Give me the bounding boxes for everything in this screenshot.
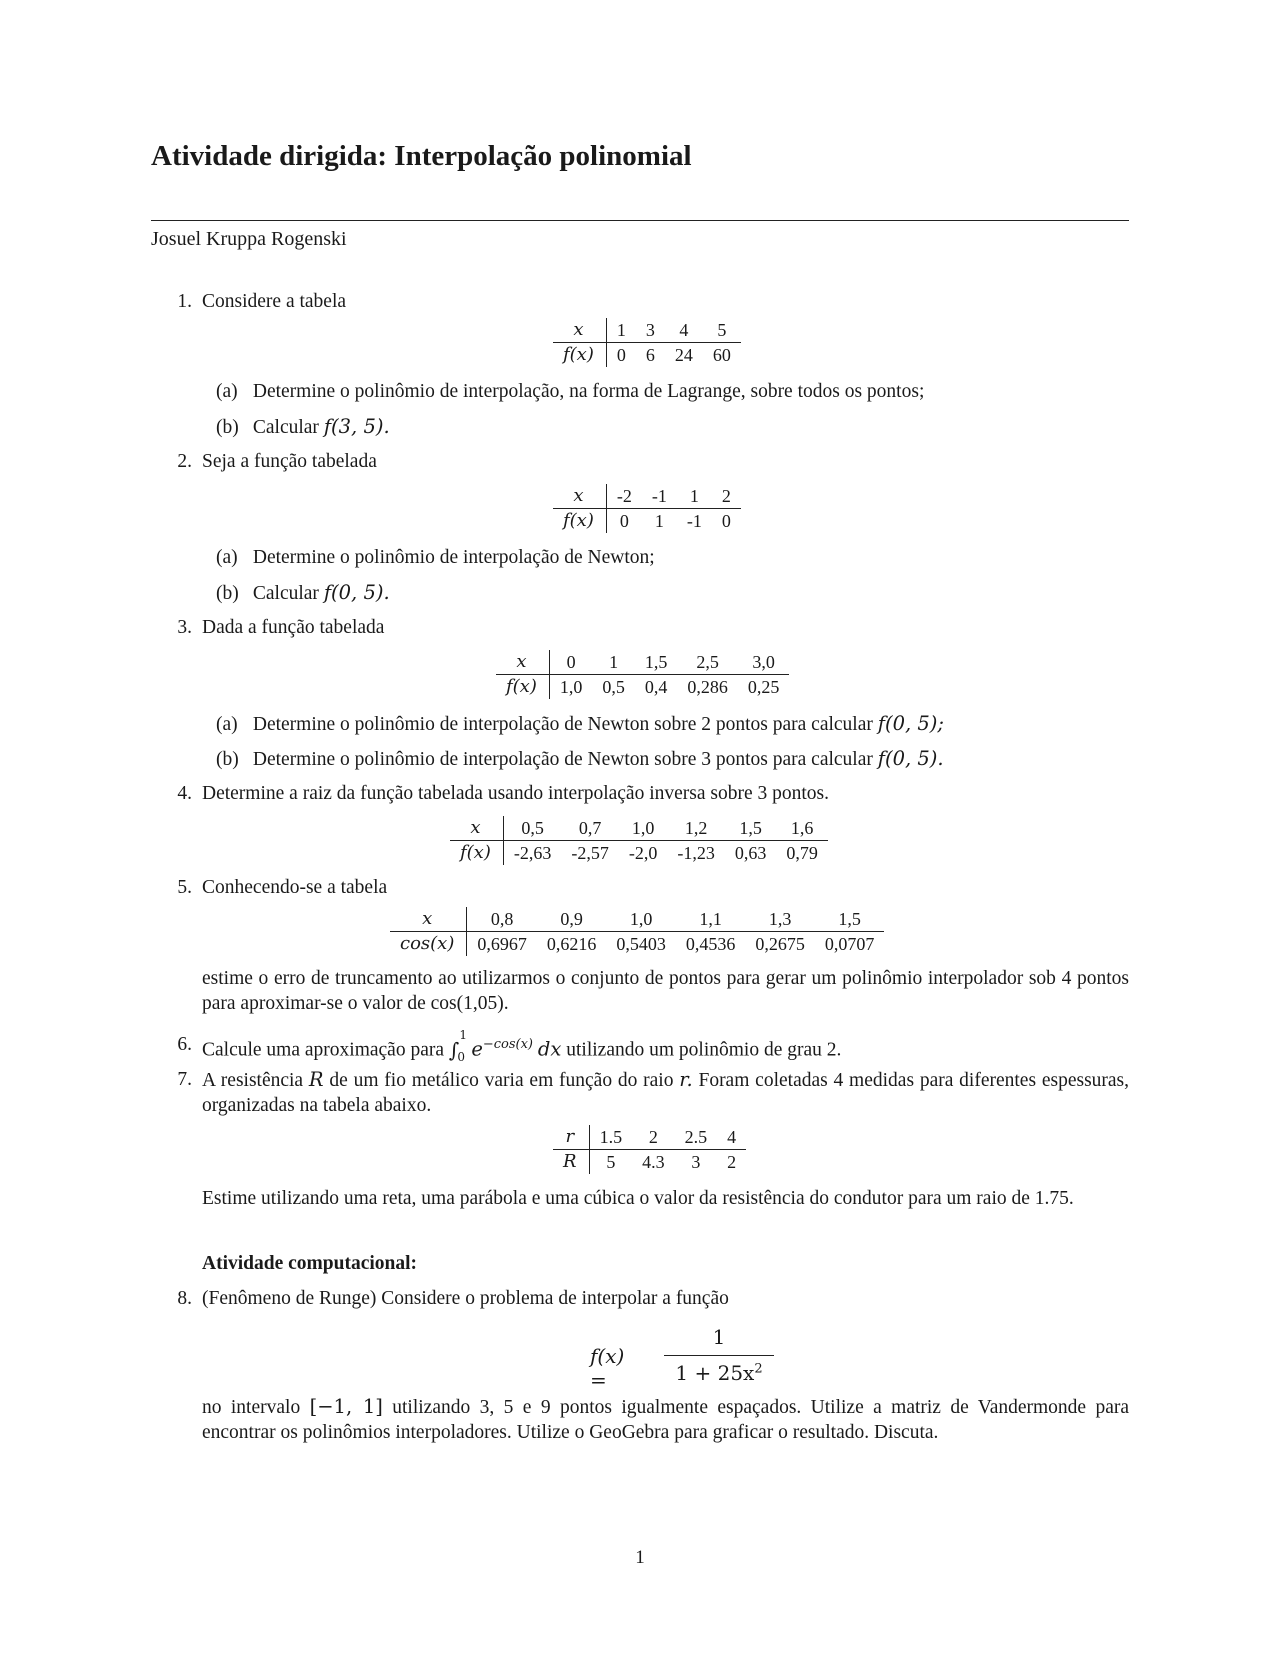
q1-number: 1.: [177, 291, 192, 312]
q2-table: [553, 484, 741, 533]
q3-table: [496, 650, 789, 699]
item-label: (b): [216, 417, 239, 438]
formula-lhs: f(x) =: [590, 1344, 625, 1392]
table-cell: 1,0: [619, 816, 668, 841]
q7-text-1: A resistência: [202, 1070, 304, 1091]
table-cell: 1,2: [667, 816, 725, 841]
table-cell: x: [450, 816, 503, 841]
q6-text-before: Calcule uma aproximação para: [202, 1039, 445, 1061]
table-cell: 1,5: [815, 907, 885, 932]
formula-denominator: [664, 1361, 774, 1385]
table-cell: 0,8: [467, 907, 537, 932]
q5-after-text: estime o erro de truncamento ao utilizarmos o conjunto de pontos para gerar um polinômio interpolador sob 4 pontos para aproximar-se o valor de cos(1,05).: [202, 968, 1129, 1014]
table-cell: x: [553, 484, 606, 509]
title-rule: [151, 220, 1129, 221]
table-cell: x: [496, 650, 549, 675]
q7-number: 7.: [177, 1069, 192, 1090]
table-cell: 0,6216: [546, 934, 597, 954]
q5-table: [390, 907, 884, 956]
table-cell: 0: [549, 650, 592, 675]
item-label: (a): [216, 714, 238, 735]
table-cell: 0,9: [537, 907, 607, 932]
table-cell: -1,23: [677, 843, 715, 863]
table-row: [553, 318, 741, 343]
q3-item-a: [216, 711, 944, 737]
table-cell: 0,0707: [824, 934, 875, 954]
item-math: f(0, 5).: [323, 581, 390, 604]
table-cell: -1: [686, 511, 702, 531]
table-cell: 0,6967: [477, 934, 527, 954]
table-cell: x: [390, 907, 467, 932]
q5-text: Conhecendo-se a tabela: [202, 877, 388, 898]
table-cell: -2,57: [571, 843, 609, 863]
table-cell: 1,6: [776, 816, 828, 841]
table-cell: 2.5: [675, 1125, 718, 1150]
table-cell: -2: [606, 484, 642, 509]
q2-number: 2.: [177, 451, 192, 472]
integral-sign: ∫: [448, 1037, 460, 1062]
table-cell: f(x): [553, 343, 606, 368]
table-cell: 1,1: [676, 907, 746, 932]
table-cell: -1: [642, 484, 677, 509]
integral-upper: 1: [459, 1028, 467, 1042]
table-cell: 0,286: [687, 677, 728, 697]
q1-text: Considere a tabela: [202, 291, 347, 312]
table-cell: 1,0: [606, 907, 676, 932]
table-cell: -2,0: [628, 843, 658, 863]
table-cell: 24: [674, 345, 693, 365]
integral-lower: 0: [457, 1050, 465, 1064]
q7-after-text: Estime utilizando uma reta, uma parábola e uma cúbica o valor da resistência do condutor para um raio de 1.75.: [202, 1188, 1074, 1209]
table-cell: 2: [727, 1152, 737, 1172]
q8-text: (Fenômeno de Runge) Considere o problema de interpolar a função: [202, 1288, 729, 1309]
table-cell: 0: [721, 511, 731, 531]
table-cell: 0,25: [747, 677, 780, 697]
item-label: (b): [216, 749, 239, 770]
integral-limits: [457, 1028, 471, 1064]
denominator-base: 1 + 25x: [675, 1361, 755, 1385]
q5-number: 5.: [177, 877, 192, 898]
page-title: Atividade dirigida: Interpolação polinomial: [151, 140, 692, 172]
table-cell: 2,5: [677, 650, 738, 675]
q8-number: 8.: [177, 1288, 192, 1309]
q8-after-text: [202, 1394, 1129, 1445]
fraction-bar: [664, 1355, 774, 1356]
table-row: [553, 343, 741, 368]
table-cell: 0,63: [734, 843, 767, 863]
q3-item-b: [216, 746, 944, 772]
table-cell: f(x): [553, 509, 606, 534]
item-math: f(0, 5).: [877, 747, 944, 770]
q7-var-R: R: [308, 1068, 324, 1091]
table-row: [390, 932, 884, 957]
q3-number: 3.: [177, 617, 192, 638]
item-math: f(0, 5);: [877, 712, 944, 735]
q7-text-3: Foram coletadas 4 medidas para diferentes espessuras, organizadas na tabela abaixo.: [202, 1070, 1130, 1116]
q6-text-after: utilizando um polinômio de grau 2.: [566, 1039, 842, 1061]
item-text: Calcular: [252, 417, 319, 438]
table-cell: 60: [712, 345, 731, 365]
table-cell: 4: [717, 1125, 746, 1150]
table-row: [496, 675, 789, 700]
table-row: [390, 907, 884, 932]
table-cell: 1,0: [559, 677, 583, 697]
item-text: Determine o polinômio de interpolação de Newton sobre 2 pontos para calcular: [252, 714, 873, 735]
q7-text: [202, 1067, 1129, 1118]
table-cell: f(x): [496, 675, 549, 700]
table-cell: 1.5: [589, 1125, 632, 1150]
item-label: (a): [216, 547, 238, 568]
q3-text: Dada a função tabelada: [202, 617, 385, 638]
page-number: 1: [635, 1547, 645, 1568]
table-cell: 0: [616, 345, 626, 365]
q7-text-2: de um fio metálico varia em função do raio: [329, 1070, 674, 1091]
table-row: [553, 1150, 746, 1175]
q4-number: 4.: [177, 783, 192, 804]
table-cell: -2,63: [513, 843, 552, 863]
item-text: Determine o polinômio de interpolação de Newton sobre 3 pontos para calcular: [252, 749, 873, 770]
table-cell: 0,79: [786, 843, 818, 863]
integrand-exponent: −cos(x): [482, 1037, 534, 1052]
table-cell: 6: [645, 345, 655, 365]
table-cell: 3: [691, 1152, 701, 1172]
table-cell: f(x): [450, 841, 503, 866]
table-row: [450, 816, 828, 841]
table-cell: 1: [677, 484, 712, 509]
table-cell: 0,4: [644, 677, 668, 697]
table-cell: r: [553, 1125, 589, 1150]
denominator-exponent: 2: [754, 1361, 763, 1377]
q2-item-a: [216, 545, 655, 570]
table-cell: 0,4536: [685, 934, 736, 954]
table-row: [553, 509, 741, 534]
table-cell: 0,5: [602, 677, 625, 697]
table-cell: 0,2675: [755, 934, 805, 954]
table-cell: 1,3: [745, 907, 815, 932]
table-row: [496, 650, 789, 675]
author: Josuel Kruppa Rogenski: [151, 228, 347, 250]
q2-item-b: [216, 580, 390, 606]
table-row: [450, 841, 828, 866]
formula-numerator: 1: [712, 1325, 726, 1349]
table-cell: 5: [703, 318, 741, 343]
table-cell: 3,0: [738, 650, 790, 675]
q8-text-1: no intervalo: [202, 1397, 301, 1418]
item-text: Determine o polinômio de interpolação, na forma de Lagrange, sobre todos os pontos;: [252, 381, 925, 402]
table-cell: 0,5403: [616, 934, 666, 954]
item-label: (b): [216, 583, 239, 604]
item-label: (a): [216, 381, 238, 402]
q8-interval: [−1, 1]: [309, 1395, 383, 1418]
table-cell: 0,7: [561, 816, 619, 841]
q4-text: Determine a raiz da função tabelada usando interpolação inversa sobre 3 pontos.: [202, 783, 829, 804]
q6-line: [202, 1028, 842, 1064]
q8-text-2: utilizando 3, 5 e 9 pontos igualmente espaçados. Utilize a matriz de Vandermonde para encontrar os polinômios interpoladores. Utilize o GeoGebra para graficar o resultado. Discuta.: [202, 1397, 1130, 1443]
item-text: Calcular: [252, 583, 319, 604]
q7-table: [553, 1125, 746, 1174]
table-cell: 0: [619, 511, 629, 531]
q4-table: [450, 816, 828, 865]
table-cell: 4.3: [642, 1152, 665, 1172]
table-cell: 2: [632, 1125, 675, 1150]
q1-item-b: [216, 414, 390, 440]
q6-number: 6.: [177, 1034, 192, 1055]
table-cell: 2: [712, 484, 741, 509]
item-math: f(3, 5).: [323, 415, 390, 438]
table-cell: 1,5: [725, 816, 777, 841]
q1-item-a: [216, 379, 924, 404]
table-cell: 3: [636, 318, 665, 343]
integrand-dx: dx: [537, 1037, 562, 1061]
table-cell: 1,5: [635, 650, 678, 675]
table-row: [553, 1125, 746, 1150]
integrand-base: e: [471, 1037, 483, 1061]
table-cell: 1: [592, 650, 635, 675]
table-cell: cos(x): [390, 932, 467, 957]
q1-table: [553, 318, 741, 367]
table-cell: 1: [654, 511, 664, 531]
table-cell: R: [553, 1150, 589, 1175]
q2-text: Seja a função tabelada: [202, 451, 377, 472]
table-cell: 5: [606, 1152, 616, 1172]
q7-var-r: r.: [679, 1068, 693, 1091]
table-cell: 1: [606, 318, 636, 343]
table-cell: x: [553, 318, 606, 343]
item-text: Determine o polinômio de interpolação de Newton;: [252, 547, 655, 568]
table-cell: 0,5: [503, 816, 561, 841]
section-heading: Atividade computacional:: [202, 1253, 418, 1274]
table-cell: 4: [665, 318, 703, 343]
table-row: [553, 484, 741, 509]
